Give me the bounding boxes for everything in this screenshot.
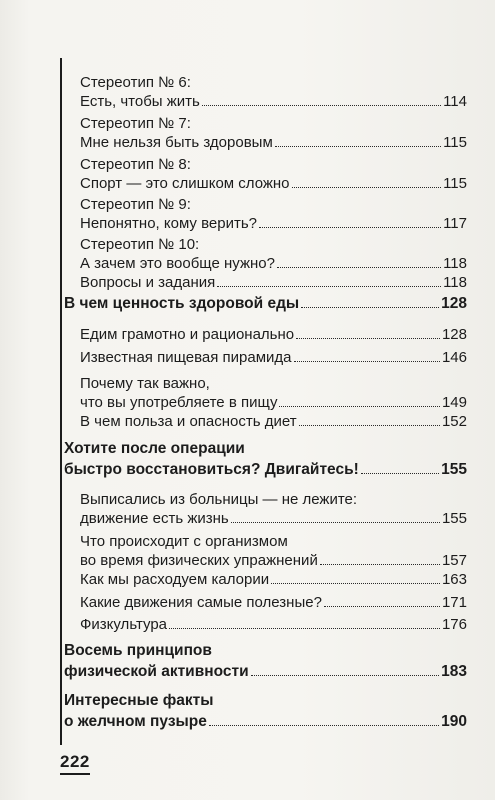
toc-page-number: 117 bbox=[443, 215, 467, 232]
toc-page-number: 149 bbox=[441, 394, 467, 411]
toc-page-number: 146 bbox=[441, 349, 467, 366]
dot-leader bbox=[275, 146, 441, 147]
toc-page-number: 171 bbox=[441, 594, 467, 611]
dot-leader bbox=[296, 338, 440, 339]
toc-title-line: Какие движения самые полезные? bbox=[80, 594, 322, 611]
dot-leader bbox=[231, 522, 440, 523]
toc-title-line: Известная пищевая пирамида bbox=[80, 349, 292, 366]
dot-leader bbox=[209, 725, 439, 726]
toc-title-line: В чем ценность здоровой еды bbox=[64, 295, 300, 312]
toc-item bbox=[80, 593, 467, 612]
toc-title-line: быстро восстановиться? Двигайтесь! bbox=[64, 461, 359, 478]
dot-leader bbox=[279, 406, 440, 407]
toc-title-line: Стереотип № 7: bbox=[80, 115, 191, 132]
toc-page-number: 155 bbox=[441, 510, 467, 527]
toc-title-line: что вы употребляете в пищу bbox=[80, 394, 278, 411]
toc-title-line: движение есть жизнь bbox=[80, 510, 229, 527]
toc-section bbox=[64, 293, 467, 314]
toc-title-line: Стереотип № 6: bbox=[80, 74, 191, 91]
toc-title-line: В чем польза и опасность диет bbox=[80, 413, 297, 430]
toc-page-number: 155 bbox=[441, 461, 467, 478]
page-number: 222 bbox=[60, 752, 90, 775]
toc-title-line: Восемь принципов bbox=[64, 642, 212, 659]
dot-leader bbox=[202, 105, 441, 106]
toc-page-number: 190 bbox=[441, 713, 467, 730]
toc-title-line: Есть, чтобы жить bbox=[80, 93, 200, 110]
toc-item bbox=[80, 615, 467, 634]
toc-item bbox=[80, 374, 467, 412]
toc-title-line: Выписались из больницы — не лежите: bbox=[80, 491, 358, 508]
toc-page-number: 114 bbox=[443, 93, 467, 110]
dot-leader bbox=[277, 267, 441, 268]
dot-leader bbox=[320, 564, 440, 565]
toc-title-line: Непонятно, кому верить? bbox=[80, 215, 257, 232]
toc-title-line: о желчном пузыре bbox=[64, 713, 207, 730]
toc-title-line: Едим грамотно и рационально bbox=[80, 326, 295, 343]
toc-page-number: 118 bbox=[443, 274, 467, 291]
toc-item bbox=[80, 114, 467, 152]
toc-page-number: 157 bbox=[441, 552, 467, 569]
toc-item bbox=[80, 195, 467, 233]
toc-item bbox=[80, 73, 467, 111]
toc-title-line: Почему так важно, bbox=[80, 375, 210, 392]
dot-leader bbox=[324, 606, 440, 607]
dot-leader bbox=[251, 675, 440, 676]
dot-leader bbox=[361, 473, 439, 474]
toc-item bbox=[80, 490, 467, 528]
toc-title-line: Физкультура bbox=[80, 616, 168, 633]
toc-page-number: 152 bbox=[441, 413, 467, 430]
toc-title-line: Стереотип № 10: bbox=[80, 236, 200, 253]
toc-title-line: Спорт — это слишком сложно bbox=[80, 175, 290, 192]
toc-title-line: физической активности bbox=[64, 663, 249, 680]
toc-item bbox=[80, 325, 467, 344]
toc-page-number: 183 bbox=[441, 663, 467, 680]
dot-leader bbox=[301, 307, 439, 308]
toc-page-number: 163 bbox=[441, 571, 467, 588]
toc-title-line: Как мы расходуем калории bbox=[80, 571, 270, 588]
toc-item bbox=[80, 412, 467, 431]
toc-page-number: 176 bbox=[441, 616, 467, 633]
toc-title-line: А зачем это вообще нужно? bbox=[80, 255, 275, 272]
toc-title-line: во время физических упражнений bbox=[80, 552, 318, 569]
toc-title-line: Стереотип № 8: bbox=[80, 156, 191, 173]
toc-page-number: 118 bbox=[443, 255, 467, 272]
dot-leader bbox=[294, 361, 440, 362]
toc-title-line: Мне нельзя быть здоровым bbox=[80, 134, 273, 151]
toc-page-number: 128 bbox=[441, 326, 467, 343]
dot-leader bbox=[299, 425, 440, 426]
toc-title-line: Стереотип № 9: bbox=[80, 196, 191, 213]
dot-leader bbox=[169, 628, 440, 629]
toc-item bbox=[80, 155, 467, 193]
toc-item bbox=[80, 235, 467, 273]
dot-leader bbox=[217, 286, 441, 287]
toc-title-line: Интересные факты bbox=[64, 692, 214, 709]
toc-title-line: Что происходит с организмом bbox=[80, 533, 288, 550]
toc-page-number: 115 bbox=[443, 175, 467, 192]
toc-section bbox=[64, 640, 467, 682]
toc-title-line: Вопросы и задания bbox=[80, 274, 216, 291]
dot-leader bbox=[271, 583, 440, 584]
toc-page-number: 128 bbox=[441, 295, 467, 312]
toc-section bbox=[64, 690, 467, 732]
toc-page-number: 115 bbox=[443, 134, 467, 151]
toc-section bbox=[64, 438, 467, 480]
dot-leader bbox=[259, 227, 441, 228]
toc-item bbox=[80, 570, 467, 589]
dot-leader bbox=[292, 187, 442, 188]
toc-title-line: Хотите после операции bbox=[64, 440, 245, 457]
toc-item bbox=[80, 532, 467, 570]
toc-item bbox=[80, 348, 467, 367]
toc-item bbox=[80, 273, 467, 292]
